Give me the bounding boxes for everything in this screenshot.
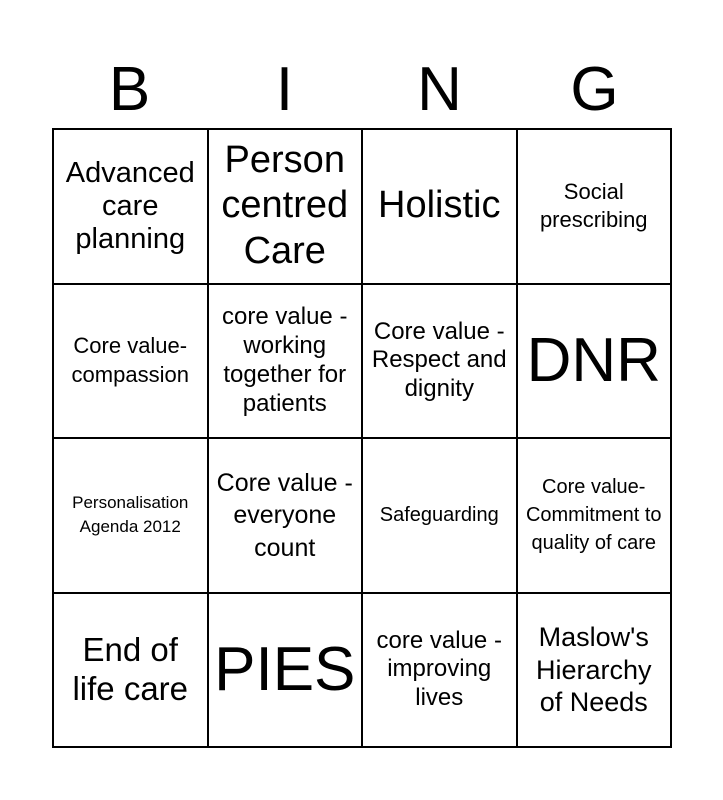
cell-text: Social prescribing bbox=[539, 178, 648, 233]
bingo-cell-r3c1[interactable] bbox=[53, 438, 208, 593]
cell-text: End of life care bbox=[72, 630, 189, 707]
cell-text: core value - improving lives bbox=[376, 626, 502, 712]
bingo-cell-r3c4[interactable] bbox=[517, 438, 672, 593]
cell-text: Person centred Care bbox=[221, 138, 349, 273]
cell-text: core value - working together for patients bbox=[222, 303, 348, 417]
bingo-cell-r1c1[interactable] bbox=[53, 129, 208, 284]
bingo-cell-r3c2[interactable] bbox=[208, 438, 363, 593]
cell-text: Core value - everyone count bbox=[216, 468, 353, 562]
bingo-board bbox=[52, 128, 672, 748]
bingo-cell-r1c4[interactable] bbox=[517, 129, 672, 284]
bingo-header bbox=[52, 52, 672, 128]
header-letter-i: I bbox=[275, 55, 294, 124]
bingo-cell-r3c3[interactable] bbox=[362, 438, 517, 593]
bingo-cell-r4c4[interactable] bbox=[517, 593, 672, 748]
bingo-cell-r4c1[interactable] bbox=[53, 593, 208, 748]
cell-text: Personalisation Agenda 2012 bbox=[72, 493, 189, 537]
cell-text: Advanced care planning bbox=[65, 157, 195, 255]
header-letter-n: N bbox=[417, 55, 462, 124]
bingo-cell-r2c2[interactable] bbox=[208, 284, 363, 439]
cell-text: Maslow's Hierarchy of Needs bbox=[535, 622, 652, 717]
cell-text: Core value- compassion bbox=[71, 333, 189, 387]
bingo-cell-r1c3[interactable] bbox=[362, 129, 517, 284]
header-letter-g: G bbox=[570, 55, 619, 124]
bingo-cell-r1c2[interactable] bbox=[208, 129, 363, 284]
cell-text: Core value - Respect and dignity bbox=[371, 317, 507, 403]
bingo-cell-r4c2[interactable] bbox=[208, 593, 363, 748]
cell-text: Holistic bbox=[378, 184, 501, 227]
cell-text: DNR bbox=[526, 325, 661, 395]
bingo-cell-r2c3[interactable] bbox=[362, 284, 517, 439]
cell-text: PIES bbox=[214, 634, 356, 704]
cell-text: Safeguarding bbox=[379, 504, 499, 527]
cell-text: Core value- Commitment to quality of care bbox=[525, 476, 662, 555]
bingo-cell-r2c4[interactable] bbox=[517, 284, 672, 439]
bingo-cell-r4c3[interactable] bbox=[362, 593, 517, 748]
header-letter-b: B bbox=[108, 55, 151, 124]
bingo-cell-r2c1[interactable] bbox=[53, 284, 208, 439]
